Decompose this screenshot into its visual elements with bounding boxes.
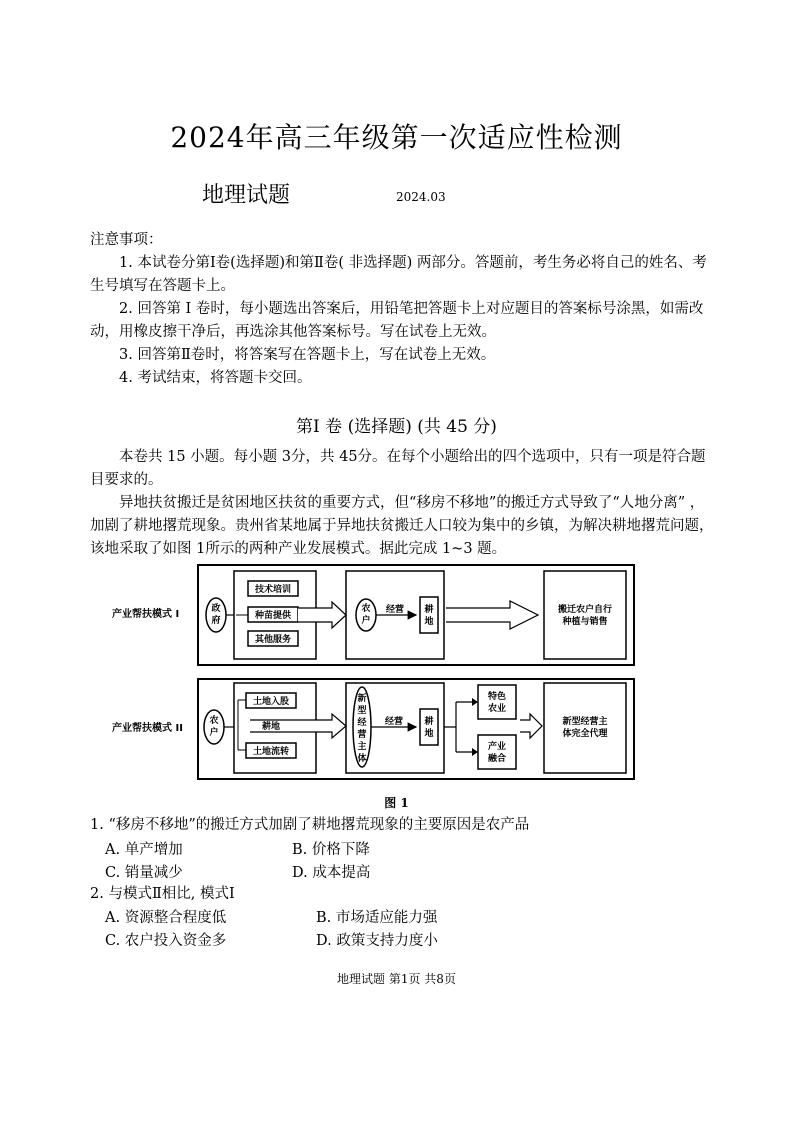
entity-char-5: 主 [357,742,367,752]
branch-1-line-2: 农业 [487,704,507,714]
branch-1-line-1: 特色 [487,692,507,702]
input-land-transfer: 土地流转 [252,747,290,757]
mode-2-label: 产业帮扶模式 II [112,723,183,734]
question-2-stem: 2. 与模式Ⅱ相比, 模式Ⅰ [90,886,235,902]
subject-title: 地理试题 [202,183,291,208]
q2-option-a: A. 资源整合程度低 [105,910,227,926]
government-char-2: 府 [211,616,221,626]
notice-item-1: 1. 本试卷分第Ⅰ卷(选择题)和第Ⅱ卷( 非选择题) 两部分。答题前，考生务必将自己的姓名、考生号填写在答题卡上。 [90,255,707,294]
q2-option-d: D. 政策支持力度小 [316,933,438,949]
exam-date: 2024.03 [396,190,446,204]
notice-item-4: 4. 考试结束，将答题卡交回。 [119,370,312,386]
farmer-char-2: 户 [361,616,371,626]
farmer2-char-1: 农 [209,716,219,726]
land-node-1 [420,597,438,633]
branch-2-line-1: 产业 [487,742,507,752]
result-2-line-1: 新型经营主 [562,717,608,727]
industry-mode-diagram [110,563,635,785]
land2-char-1: 耕 [424,717,434,727]
land-char-2: 地 [424,617,434,627]
result-box-2 [544,683,626,773]
q1-option-b: B. 价格下降 [292,842,370,858]
entity-char-4: 营 [357,730,367,740]
q1-option-d: D. 成本提高 [292,865,371,881]
land-char-1: 耕 [424,605,434,615]
passage-text: 异地扶贫搬迁是贫困地区扶贫的重要方式，但“移房不移地”的搬迁方式导致了“人地分离” ，加剧了耕地撂荒现象。贵州省某地属于异地扶贫搬迁人口较为集中的乡镇，为解决耕地撂荒问题，该地采取了如图 1所示的两种产业发展模式。据此完成 1~3 题。 [90,495,714,557]
result-1-line-1: 搬迁农户自行 [557,605,613,615]
entity-char-6: 体 [357,754,367,764]
entity-char-3: 经 [357,718,367,728]
section-intro: 本卷共 15 小题。每小题 3分，共 45分。在每个小题给出的四个选项中，只有一项是符合题目要求的。 [90,449,706,488]
branch-2-line-2: 融合 [487,754,507,764]
q2-option-c: C. 农户投入资金多 [105,933,227,949]
section-body [90,446,715,561]
mode-1-label: 产业帮扶模式 I [112,609,180,620]
notice-block [90,229,715,390]
farmer2-char-2: 户 [209,728,219,738]
mode-2-row [112,679,634,779]
entity-char-1: 新 [357,694,367,704]
notice-item-2: 2. 回答第 Ⅰ 卷时，每小题选出答案后，用铅笔把答题卡上对应题目的答案标号涂黑，如需改动，用橡皮擦干净后，再选涂其他答案标号。写在试卷上无效。 [90,301,704,340]
operate-label-1: 经营 [385,605,405,615]
support-other: 其他服务 [254,635,292,645]
section-title: 第Ⅰ 卷 (选择题) (共 45 分) [296,417,497,437]
question-1-stem: 1. “移房不移地”的搬迁方式加剧了耕地撂荒现象的主要原因是农产品 [90,817,530,833]
page-footer: 地理试题 第1页 共8页 [337,972,456,986]
operate-label-2: 经营 [384,717,404,727]
result-1-line-2: 种植与销售 [562,617,608,627]
input-land-share: 土地入股 [252,697,290,707]
mode-1-row [112,565,634,665]
q1-option-c: C. 销量减少 [105,865,183,881]
farmer-char-1: 农 [361,604,371,614]
result-box-1 [544,571,626,659]
q1-option-a: A. 单产增加 [105,842,183,858]
exam-title: 2024年高三年级第一次适应性检测 [170,121,623,154]
figure-caption: 图 1 [384,796,409,810]
input-farmland-overlay: 耕地 [261,722,281,732]
support-seedling: 种苗提供 [254,611,292,621]
land-node-2 [420,709,438,745]
result-2-line-2: 体完全代理 [562,729,608,739]
notice-item-3: 3. 回答第Ⅱ卷时，将答案写在答题卡上，写在试卷上无效。 [119,347,496,363]
land2-char-2: 地 [424,729,434,739]
government-char-1: 政 [211,604,221,614]
q2-option-b: B. 市场适应能力强 [316,910,438,926]
entity-char-2: 型 [357,706,367,716]
support-tech-training: 技术培训 [254,585,292,595]
notice-heading: 注意事项： [90,232,163,248]
